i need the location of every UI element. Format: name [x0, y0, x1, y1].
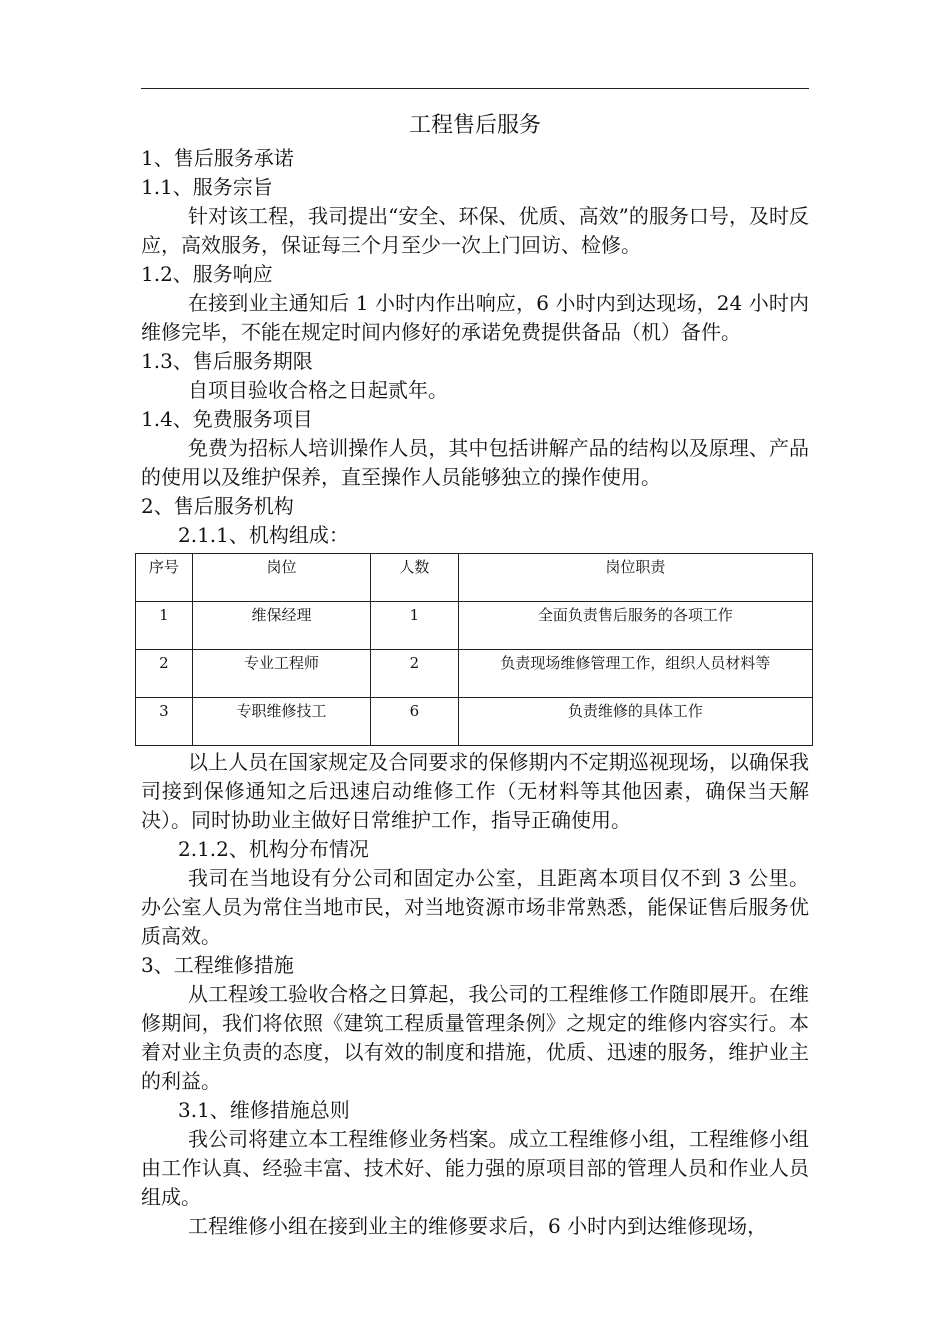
table-cell: 2	[371, 650, 459, 698]
paragraph-1-2: 在接到业主通知后 1 小时内作出响应，6 小时内到达现场，24 小时内维修完毕，不能在规定时间内修好的承诺免费提供备品（机）备件。	[141, 291, 809, 344]
paragraph-3: 从工程竣工验收合格之日算起，我公司的工程维修工作随即展开。在维修期间，我们将依照《建筑工程质量管理条例》之规定的维修内容实行。本着对业主负责的态度，以有效的制度和措施，优质、迅速的服务，维护业主的利益。	[141, 982, 809, 1093]
table-cell: 专职维修技工	[192, 698, 370, 746]
document-title: 工程售后服务	[408, 113, 541, 138]
table-cell: 2	[136, 650, 193, 698]
table-header-cell: 人数	[371, 554, 459, 602]
table-cell: 3	[136, 698, 193, 746]
section-heading-2: 2、售后服务机构	[141, 494, 294, 518]
table-cell: 负责维修的具体工作	[458, 698, 812, 746]
table-row	[136, 602, 813, 650]
organization-table	[135, 553, 813, 746]
paragraph-3-1-b: 工程维修小组在接到业主的维修要求后，6 小时内到达维修现场，	[188, 1214, 768, 1238]
table-cell: 负责现场维修管理工作，组织人员材料等	[458, 650, 812, 698]
paragraph-1-3: 自项目验收合格之日起贰年。	[188, 378, 448, 402]
table-cell: 专业工程师	[192, 650, 370, 698]
table-cell: 1	[371, 602, 459, 650]
subsection-heading-1-3: 1.3、售后服务期限	[141, 349, 313, 373]
section-heading-3: 3、工程维修措施	[141, 953, 294, 977]
subsection-heading-1-4: 1.4、免费服务项目	[141, 407, 313, 431]
table-row	[136, 698, 813, 746]
table-header-cell: 岗位职责	[458, 554, 812, 602]
paragraph-2-1-2: 我司在当地设有分公司和固定办公室，且距离本项目仅不到 3 公里。办公室人员为常住当地市民，对当地资源市场非常熟悉，能保证售后服务优质高效。	[141, 866, 809, 948]
paragraph-1-4: 免费为招标人培训操作人员，其中包括讲解产品的结构以及原理、产品的使用以及维护保养，直至操作人员能够独立的操作使用。	[141, 436, 809, 489]
paragraph-2-after-table: 以上人员在国家规定及合同要求的保修期内不定期巡视现场，以确保我司接到保修通知之后迅速启动维修工作（无材料等其他因素，确保当天解决）。同时协助业主做好日常维护工作，指导正确使用。	[141, 750, 809, 832]
table-header-row	[136, 554, 813, 602]
document-page	[141, 108, 809, 1241]
subsection-heading-1-2: 1.2、服务响应	[141, 262, 273, 286]
subsection-heading-1-1: 1.1、服务宗旨	[141, 175, 273, 199]
table-cell: 1	[136, 602, 193, 650]
subsection-heading-3-1: 3.1、维修措施总则	[178, 1098, 350, 1122]
section-heading-1: 1、售后服务承诺	[141, 146, 294, 170]
table-row	[136, 650, 813, 698]
table-cell: 6	[371, 698, 459, 746]
paragraph-3-1-a: 我公司将建立本工程维修业务档案。成立工程维修小组，工程维修小组由工作认真、经验丰富、技术好、能力强的原项目部的管理人员和作业人员组成。	[141, 1127, 809, 1209]
subsection-heading-2-1-1: 2.1.1、机构组成：	[178, 523, 349, 547]
table-cell: 全面负责售后服务的各项工作	[458, 602, 812, 650]
paragraph-1-1: 针对该工程，我司提出“安全、环保、优质、高效”的服务口号，及时反应，高效服务，保证每三个月至少一次上门回访、检修。	[141, 204, 809, 257]
header-rule	[141, 88, 809, 89]
subsection-heading-2-1-2: 2.1.2、机构分布情况	[178, 837, 369, 861]
table-header-cell: 序号	[136, 554, 193, 602]
table-header-cell: 岗位	[192, 554, 370, 602]
table-cell: 维保经理	[192, 602, 370, 650]
